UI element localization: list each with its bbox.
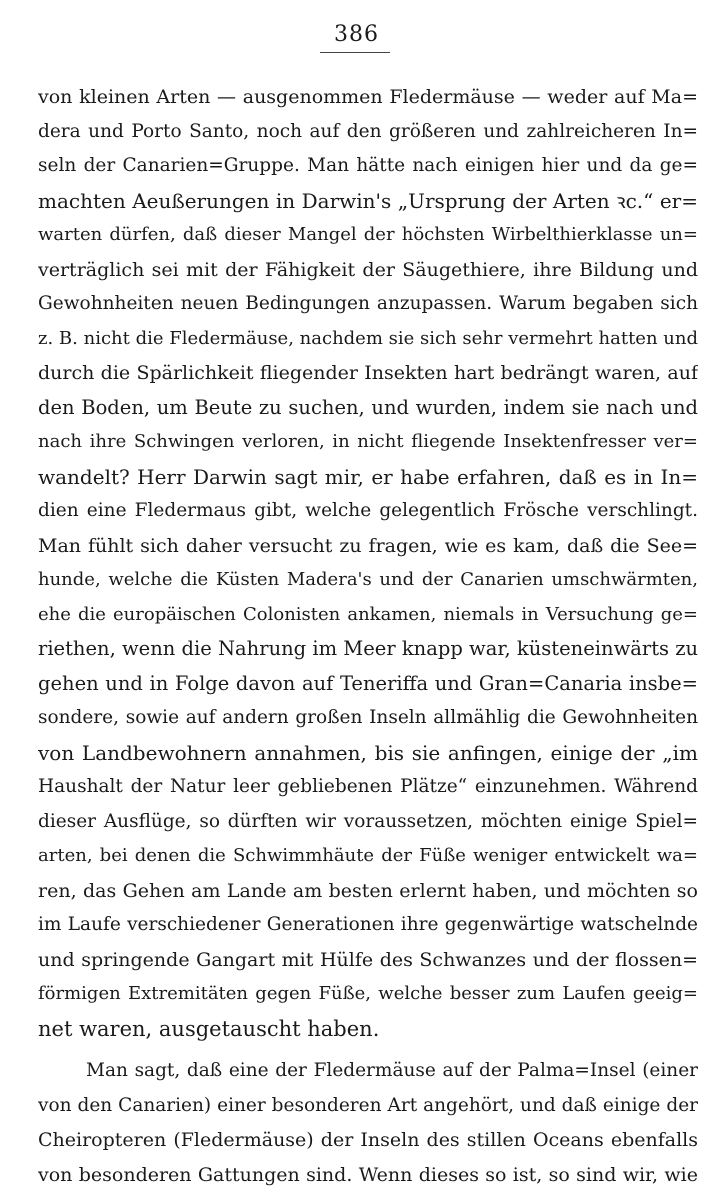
text-line: den Boden, um Beute zu suchen, und wurden, indem sie nach und bbox=[38, 395, 698, 419]
page-number: 386 bbox=[334, 22, 379, 47]
text-line: dieser Ausflüge, so dürften wir voraussetzen, möchten einige Spiel= bbox=[38, 810, 698, 832]
text-line: ehe die europäischen Colonisten ankamen, niemals in Versuchung ge= bbox=[38, 603, 698, 625]
text-line: net waren, ausgetauscht haben. bbox=[38, 1016, 380, 1041]
text-line: warten dürfen, daß dieser Mangel der höchsten Wirbelthierklasse un= bbox=[38, 224, 698, 245]
text-line: seln der Canarien=Gruppe. Man hätte nach einigen hier und da ge= bbox=[38, 155, 698, 176]
text-line: Haushalt der Natur leer gebliebenen Plätze“ einzunehmen. Während bbox=[38, 776, 698, 797]
paragraph-2 bbox=[38, 1054, 698, 1192]
body-text bbox=[38, 80, 698, 1192]
paragraph-1 bbox=[38, 80, 698, 1046]
text-line: verträglich sei mit der Fähigkeit der Säugethiere, ihre Bildung und bbox=[38, 258, 698, 281]
text-line: sondere, sowie auf andern großen Inseln allmählig die Gewohnheiten bbox=[38, 707, 698, 728]
text-line: von den Canarien) einer besonderen Art angehört, und daß einige der bbox=[38, 1094, 698, 1116]
text-line: machten Aeußerungen in Darwin's „Ursprung der Arten ꝛc.“ er= bbox=[38, 188, 698, 213]
text-line: gehen und in Folge davon auf Teneriffa und Gran=Canaria insbe= bbox=[38, 671, 698, 695]
text-line: förmigen Extremitäten gegen Füße, welche besser zum Laufen geeig= bbox=[38, 983, 698, 1004]
text-line: riethen, wenn die Nahrung im Meer knapp war, küsteneinwärts zu bbox=[38, 637, 698, 660]
header-rule bbox=[320, 52, 390, 53]
text-line: von kleinen Arten — ausgenommen Fledermäuse — weder auf Ma= bbox=[38, 86, 698, 108]
text-line: von Landbewohnern annahmen, bis sie anfingen, einige der „im bbox=[38, 740, 698, 765]
text-line: Gewohnheiten neuen Bedingungen anzupassen. Warum begaben sich bbox=[38, 293, 698, 314]
text-line: Man sagt, daß eine der Fledermäuse auf der Palma=Insel (einer bbox=[86, 1060, 698, 1081]
text-line: nach ihre Schwingen verloren, in nicht fliegende Insektenfresser ver= bbox=[38, 431, 698, 452]
text-line: ren, das Gehen am Lande am besten erlernt haben, und möchten so bbox=[38, 879, 698, 902]
text-line: durch die Spärlichkeit fliegender Insekten hart bedrängt waren, auf bbox=[38, 362, 698, 384]
text-line: arten, bei denen die Schwimmhäute der Füße weniger entwickelt wa= bbox=[38, 845, 698, 866]
text-line: und springende Gangart mit Hülfe des Schwanzes und der flossen= bbox=[38, 948, 698, 971]
text-line: Cheiropteren (Fledermäuse) der Inseln des stillen Oceans ebenfalls bbox=[38, 1129, 698, 1151]
text-line: von besonderen Gattungen sind. Wenn dieses so ist, so sind wir, wie bbox=[38, 1163, 698, 1186]
text-line: dien eine Fledermaus gibt, welche gelegentlich Frösche verschlingt. bbox=[38, 500, 698, 521]
text-line: hunde, welche die Küsten Madera's und der Canarien umschwärmten, bbox=[38, 569, 698, 590]
text-line: dera und Porto Santo, noch auf den größeren und zahlreicheren In= bbox=[38, 120, 698, 142]
paragraph-gap bbox=[38, 1046, 698, 1054]
text-line: im Laufe verschiedener Generationen ihre gegenwärtige watschelnde bbox=[38, 914, 698, 935]
text-line: Man fühlt sich daher versucht zu fragen, wie es kam, daß die See= bbox=[38, 534, 698, 557]
text-line: z. B. nicht die Fledermäuse, nachdem sie sich sehr vermehrt hatten und bbox=[38, 327, 698, 349]
text-line: wandelt? Herr Darwin sagt mir, er habe erfahren, daß es in In= bbox=[38, 464, 698, 489]
